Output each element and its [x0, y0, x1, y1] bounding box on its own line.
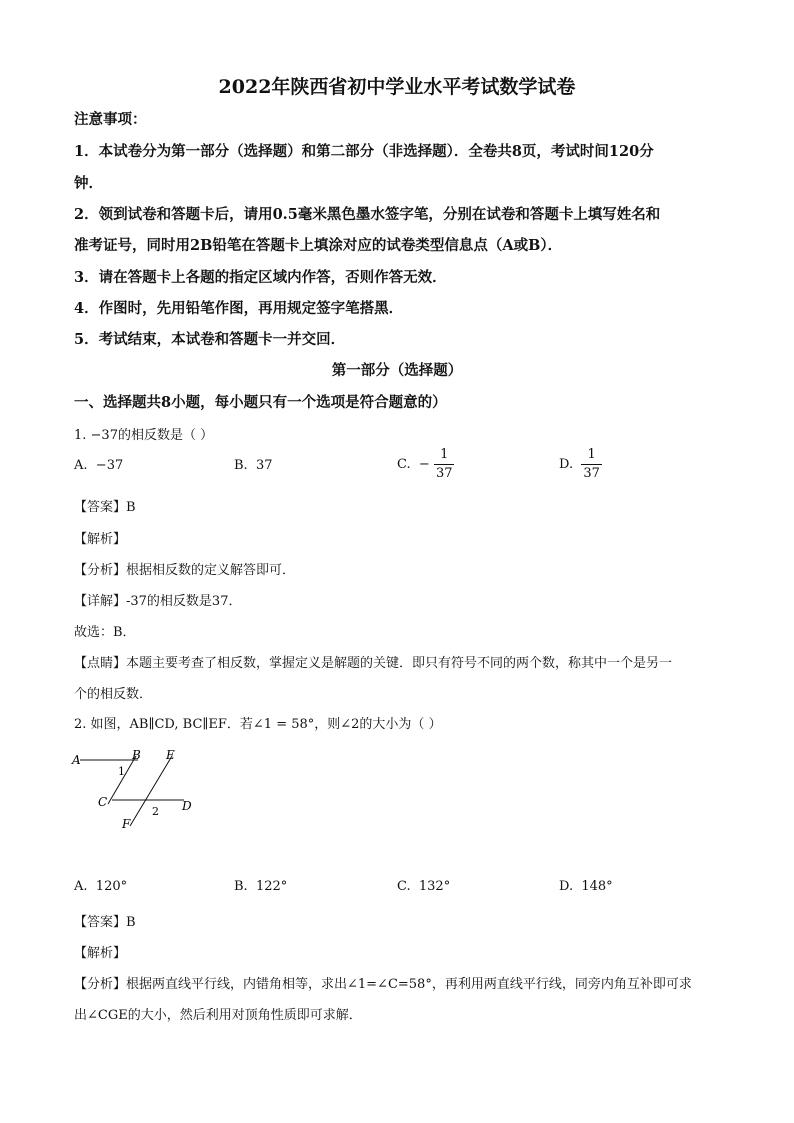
option-value: 120° — [95, 879, 128, 894]
q2-analysis: 【解析】 — [74, 946, 127, 961]
q1-answer: 【答案】B — [74, 500, 136, 515]
option-value: −37 — [95, 458, 124, 473]
q1-analysis: 【解析】 — [74, 532, 127, 547]
q2-option-c — [397, 879, 450, 894]
q1-option-b — [234, 458, 273, 473]
label-b: B — [132, 748, 141, 762]
option-label: A. — [74, 458, 88, 473]
notice-item: 3．请在答题卡上各题的指定区域内作答，否则作答无效． — [74, 269, 447, 286]
notice-item: 准考证号，同时用2B铅笔在答题卡上填涂对应的试卷类型信息点（A或B）． — [74, 237, 563, 254]
option-label: D. — [559, 879, 574, 894]
notice-heading: 注意事项： — [74, 111, 147, 128]
option-value: 122° — [255, 879, 288, 894]
option-label: B. — [234, 879, 248, 894]
fraction — [434, 446, 455, 483]
option-value: 37 — [255, 458, 273, 473]
fraction — [581, 446, 602, 483]
notice-item: 2．领到试卷和答题卡后，请用0.5毫米黑色墨水签字笔，分别在试卷和答题卡上填写姓名和 — [74, 206, 661, 223]
q1-dianjing-cont: 个的相反数． — [74, 687, 153, 702]
label-d: D — [182, 799, 192, 813]
notice-item: 4．作图时，先用铅笔作图，再用规定签字笔搭黑． — [74, 300, 404, 317]
q2-answer: 【答案】B — [74, 915, 136, 930]
q1-dianjing: 【点睛】本题主要考查了相反数，掌握定义是解题的关键．即只有符号不同的两个数，称其中一个是另一 — [74, 656, 673, 671]
label-a: A — [72, 753, 81, 767]
option-value: 148° — [581, 879, 613, 894]
notice-item: 钟． — [74, 175, 103, 192]
q2-fenxi: 【分析】根据两直线平行线，内错角相等，求出∠1=∠C=58°，再利用两直线平行线，同旁内角互补即可求 — [74, 977, 692, 992]
label-f: F — [122, 817, 131, 831]
q1-fenxi: 【分析】根据相反数的定义解答即可． — [74, 563, 296, 578]
option-label: C. — [397, 879, 411, 894]
line-ef — [130, 756, 172, 826]
option-sign: − — [418, 457, 430, 472]
fraction-numerator: 1 — [434, 446, 455, 465]
part-title: 第一部分（选择题） — [331, 362, 463, 379]
option-label: A. — [74, 879, 88, 894]
fraction-numerator: 1 — [581, 446, 602, 465]
q1-option-d — [559, 446, 602, 483]
q2-option-b — [234, 879, 287, 894]
label-one: 1 — [118, 765, 125, 778]
q2-option-a — [74, 879, 127, 894]
label-e: E — [166, 748, 175, 762]
section-title: 一、选择题共8小题，每小题只有一个选项是符合题意的） — [74, 394, 447, 411]
q1-choose: 故选：B． — [74, 625, 136, 640]
label-two: 2 — [152, 805, 159, 818]
option-label: D. — [559, 457, 574, 472]
question-1-stem: 1. −37的相反数是（ ） — [74, 428, 214, 443]
label-c: C — [98, 795, 108, 809]
q1-xiangjie: 【详解】-37的相反数是37． — [74, 594, 242, 609]
page-title: 2022年陕西省初中学业水平考试数学试卷 — [218, 76, 576, 98]
question-2-stem: 2. 如图，AB∥CD, BC∥EF．若∠1 = 58°，则∠2的大小为（ ） — [74, 717, 442, 732]
notice-item: 5．考试结束，本试卷和答题卡一并交回． — [74, 331, 346, 348]
q1-option-a — [74, 458, 123, 473]
q1-option-c — [397, 446, 454, 483]
q2-option-d — [559, 879, 613, 894]
parallel-lines-figure — [66, 744, 206, 834]
notice-item: 1．本试卷分为第一部分（选择题）和第二部分（非选择题）．全卷共8页，考试时间120分 — [74, 143, 654, 160]
option-label: B. — [234, 458, 248, 473]
fraction-denominator: 37 — [435, 466, 453, 481]
option-value: 132° — [418, 879, 451, 894]
line-bc — [108, 756, 136, 804]
option-label: C. — [397, 457, 411, 472]
q2-fenxi-cont: 出∠CGE的大小，然后利用对顶角性质即可求解． — [74, 1008, 362, 1023]
fraction-denominator: 37 — [583, 466, 600, 481]
